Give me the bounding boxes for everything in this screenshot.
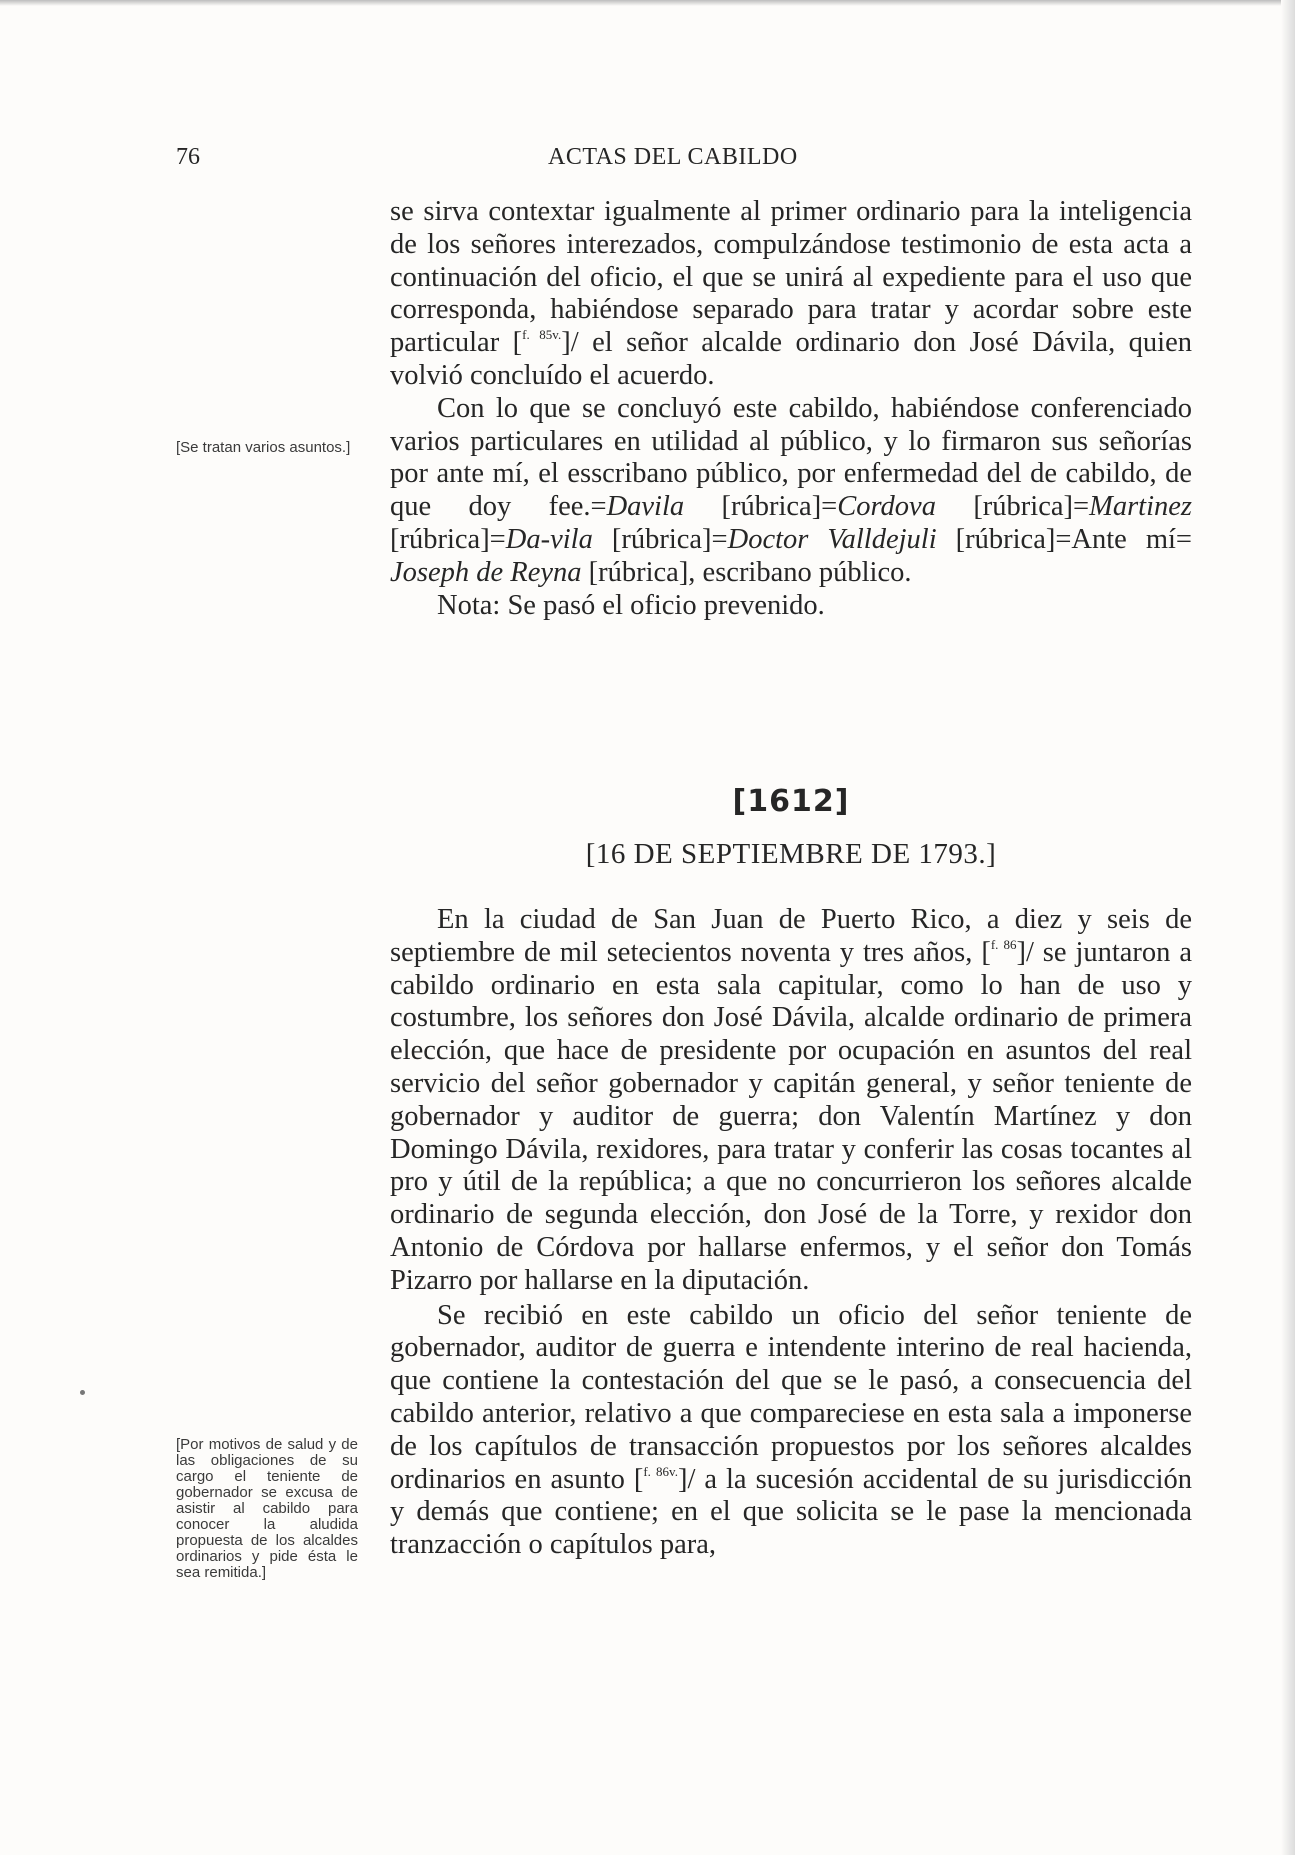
paper-speck <box>80 1390 85 1395</box>
signature-reyna: Joseph de Reyna <box>390 556 582 588</box>
running-head <box>0 140 1295 176</box>
running-title: ACTAS DEL CABILDO <box>548 144 798 170</box>
margin-note: [Se tratan varios asuntos.] <box>176 439 351 456</box>
body-text-top <box>390 196 1192 622</box>
page-edge-top <box>0 0 1295 6</box>
page-edge-right <box>1281 0 1295 1855</box>
signature-cordova: Cordova <box>837 491 936 523</box>
paragraph-opening: En la ciudad de San Juan de Puerto Rico, a diez y seis de septiembre de mil setecientos noventa y tres años, [$^{f. 86}$]/ se juntaron a cabildo ordinario en esta sala capitular, como lo han de uso y costumbre, los señores don José Dávila, alcalde ordinario de primera elección, que hace de presidente por ocupación en asuntos del real servicio del señor gobernador y capitán general, y señor teniente de gobernador y auditor de guerra; don Valentín Martínez y don Domingo Dávila, rexidores, para tratar y conferir las cosas tocantes al pro y útil de la república; a que no concurrieron los señores alcalde ordinario de segunda elección, don José de la Torre, y rexidor don Antonio de Córdova por hallarse enfermos, y el señor don Tomás Pizarro por hallarse en la diputación. <box>390 904 1192 1296</box>
signature-davila: Davila <box>606 491 685 523</box>
paragraph-closing: Con lo que se concluyó este cabildo, habiéndose conferenciado varios particulares en utilidad al público, y lo firmaron sus señorías por ante mí, el esscribano público, por enfermedad del de cabildo, de que doy fee.=Davila [rúbrica]=Cordova [rúbrica]=Martinez [rúbrica]=Da-vila [rúbrica]=Doctor Valldejuli [rúbrica]=Ante mí= Joseph de Reyna [rúbrica], escribano público. <box>390 392 1192 588</box>
paragraph-oficio: Se recibió en este cabildo un oficio del señor teniente de gobernador, auditor de guerra e intendente interino de real hacienda, que contiene la contestación del que se le pasó, a consecuencia del cabildo anterior, relativo a que compareciese en esta sala a imponerse de los capítulos de transacción propuestos por los señores alcaldes ordinarios en asunto [$^{f. 86v.}$]/ a la sucesión accidental de su jurisdicción y demás que contiene; en el que solicita se le pase la mencionada tranzacción o capítulos para, <box>390 1299 1192 1561</box>
paragraph-nota: Nota: Se pasó el oficio prevenido. <box>437 589 825 621</box>
signature-valldejuli: Doctor Valldejuli <box>727 523 937 555</box>
act-number: [1612] <box>732 784 850 819</box>
signature-martinez: Martinez <box>1089 491 1192 523</box>
act-date: [16 DE SEPTIEMBRE DE 1793.] <box>585 838 997 870</box>
folio-marker: f. 86v. <box>643 1463 678 1479</box>
margin-note: [Por motivos de salud y de las obligaciones de su cargo el teniente de gobernador se excusa de asistir al cabildo para conocer la aludida propuesta de los alcaldes ordinarios y pide ésta le sea remitida.] <box>176 1436 358 1581</box>
signature-davila-2: Da-vila <box>505 523 593 555</box>
body-text-bottom <box>390 904 1192 1562</box>
paragraph-continuation: se sirva contextar igualmente al primer ordinario para la inteligencia de los señores interezados, compulzándose testimonio de esta acta a continuación del oficio, el que se unirá al expediente para el uso que corresponda, habiéndose separado para tratar y acordar sobre este particular [$^{f. 85v.}$]/ el señor alcalde ordinario don José Dávila, quien volvió concluído el acuerdo. <box>390 196 1192 391</box>
folio-marker: f. 85v. <box>522 327 562 343</box>
page-number: 76 <box>176 144 200 170</box>
folio-marker: f. 86 <box>990 936 1017 952</box>
